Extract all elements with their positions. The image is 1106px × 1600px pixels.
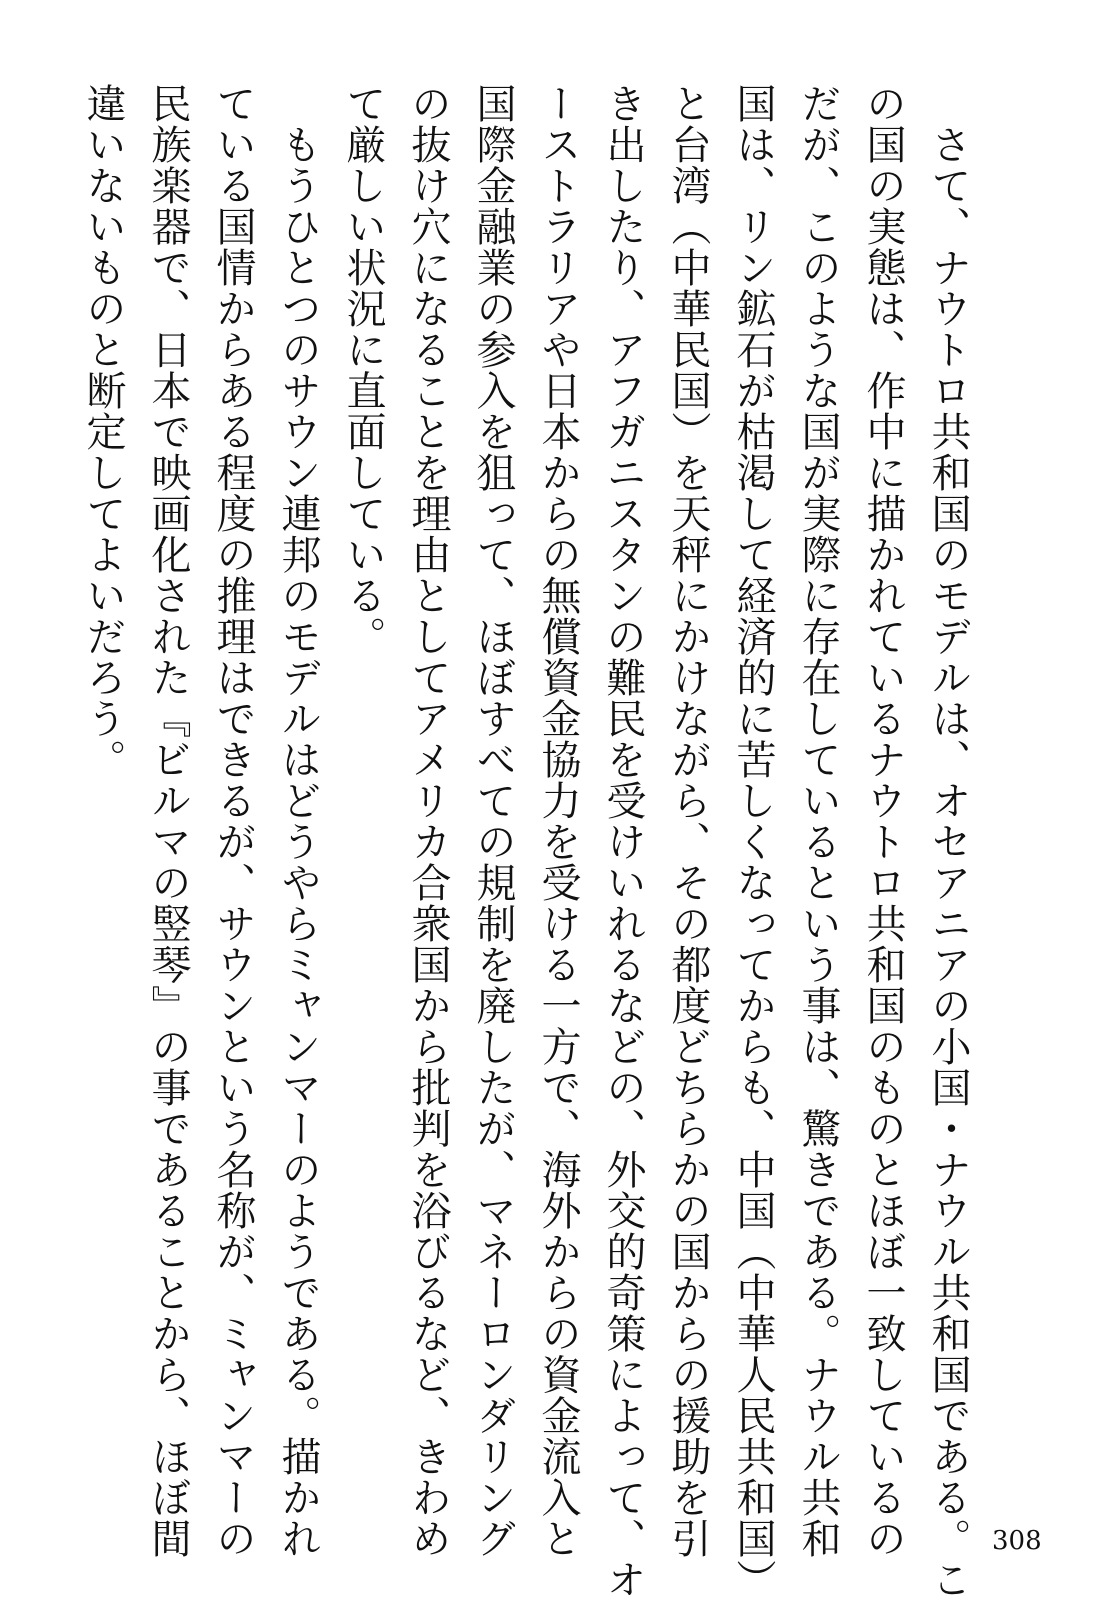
text-line: 民族楽器で、日本で映画化された『ビルマの竪琴』の事であることから、ほぼ間 <box>145 83 191 1559</box>
text-line: さて、ナウトロ共和国のモデルは、オセアニアの小国・ナウル共和国である。こ <box>925 83 971 1600</box>
text-line: 国際金融業の参入を狙って、ほぼすべての規制を廃したが、マネーロンダリング <box>470 83 516 1559</box>
page-number: 308 <box>992 1526 1042 1556</box>
text-line: もうひとつのサウン連邦のモデルはどうやらミャンマーのようである。描かれ <box>275 83 321 1559</box>
text-line: の抜け穴になることを理由としてアメリカ合衆国から批判を浴びるなど、きわめ <box>405 83 451 1559</box>
text-line: ーストラリアや日本からの無償資金協力を受ける一方で、海外からの資金流入と <box>535 83 581 1559</box>
text-line: き出したり、アフガニスタンの難民を受けいれるなどの、外交的奇策によって、オ <box>600 83 646 1600</box>
text-line: て厳しい状況に直面している。 <box>340 83 386 657</box>
text-line: ている国情からある程度の推理はできるが、サウンという名称が、ミャンマーの <box>210 83 256 1559</box>
text-line: 国は、リン鉱石が枯渇して経済的に苦しくなってからも、中国（中華人民共和国） <box>730 83 776 1600</box>
text-line: と台湾（中華民国）を天秤にかけながら、その都度どちらかの国からの援助を引 <box>665 83 711 1559</box>
text-line: 違いないものと断定してよいだろう。 <box>80 83 126 780</box>
text-line: の国の実態は、作中に描かれているナウトロ共和国のものとほぼ一致しているの <box>860 83 906 1559</box>
body-text <box>80 83 980 1600</box>
text-line: だが、このような国が実際に存在しているという事は、驚きである。ナウル共和 <box>795 83 841 1559</box>
